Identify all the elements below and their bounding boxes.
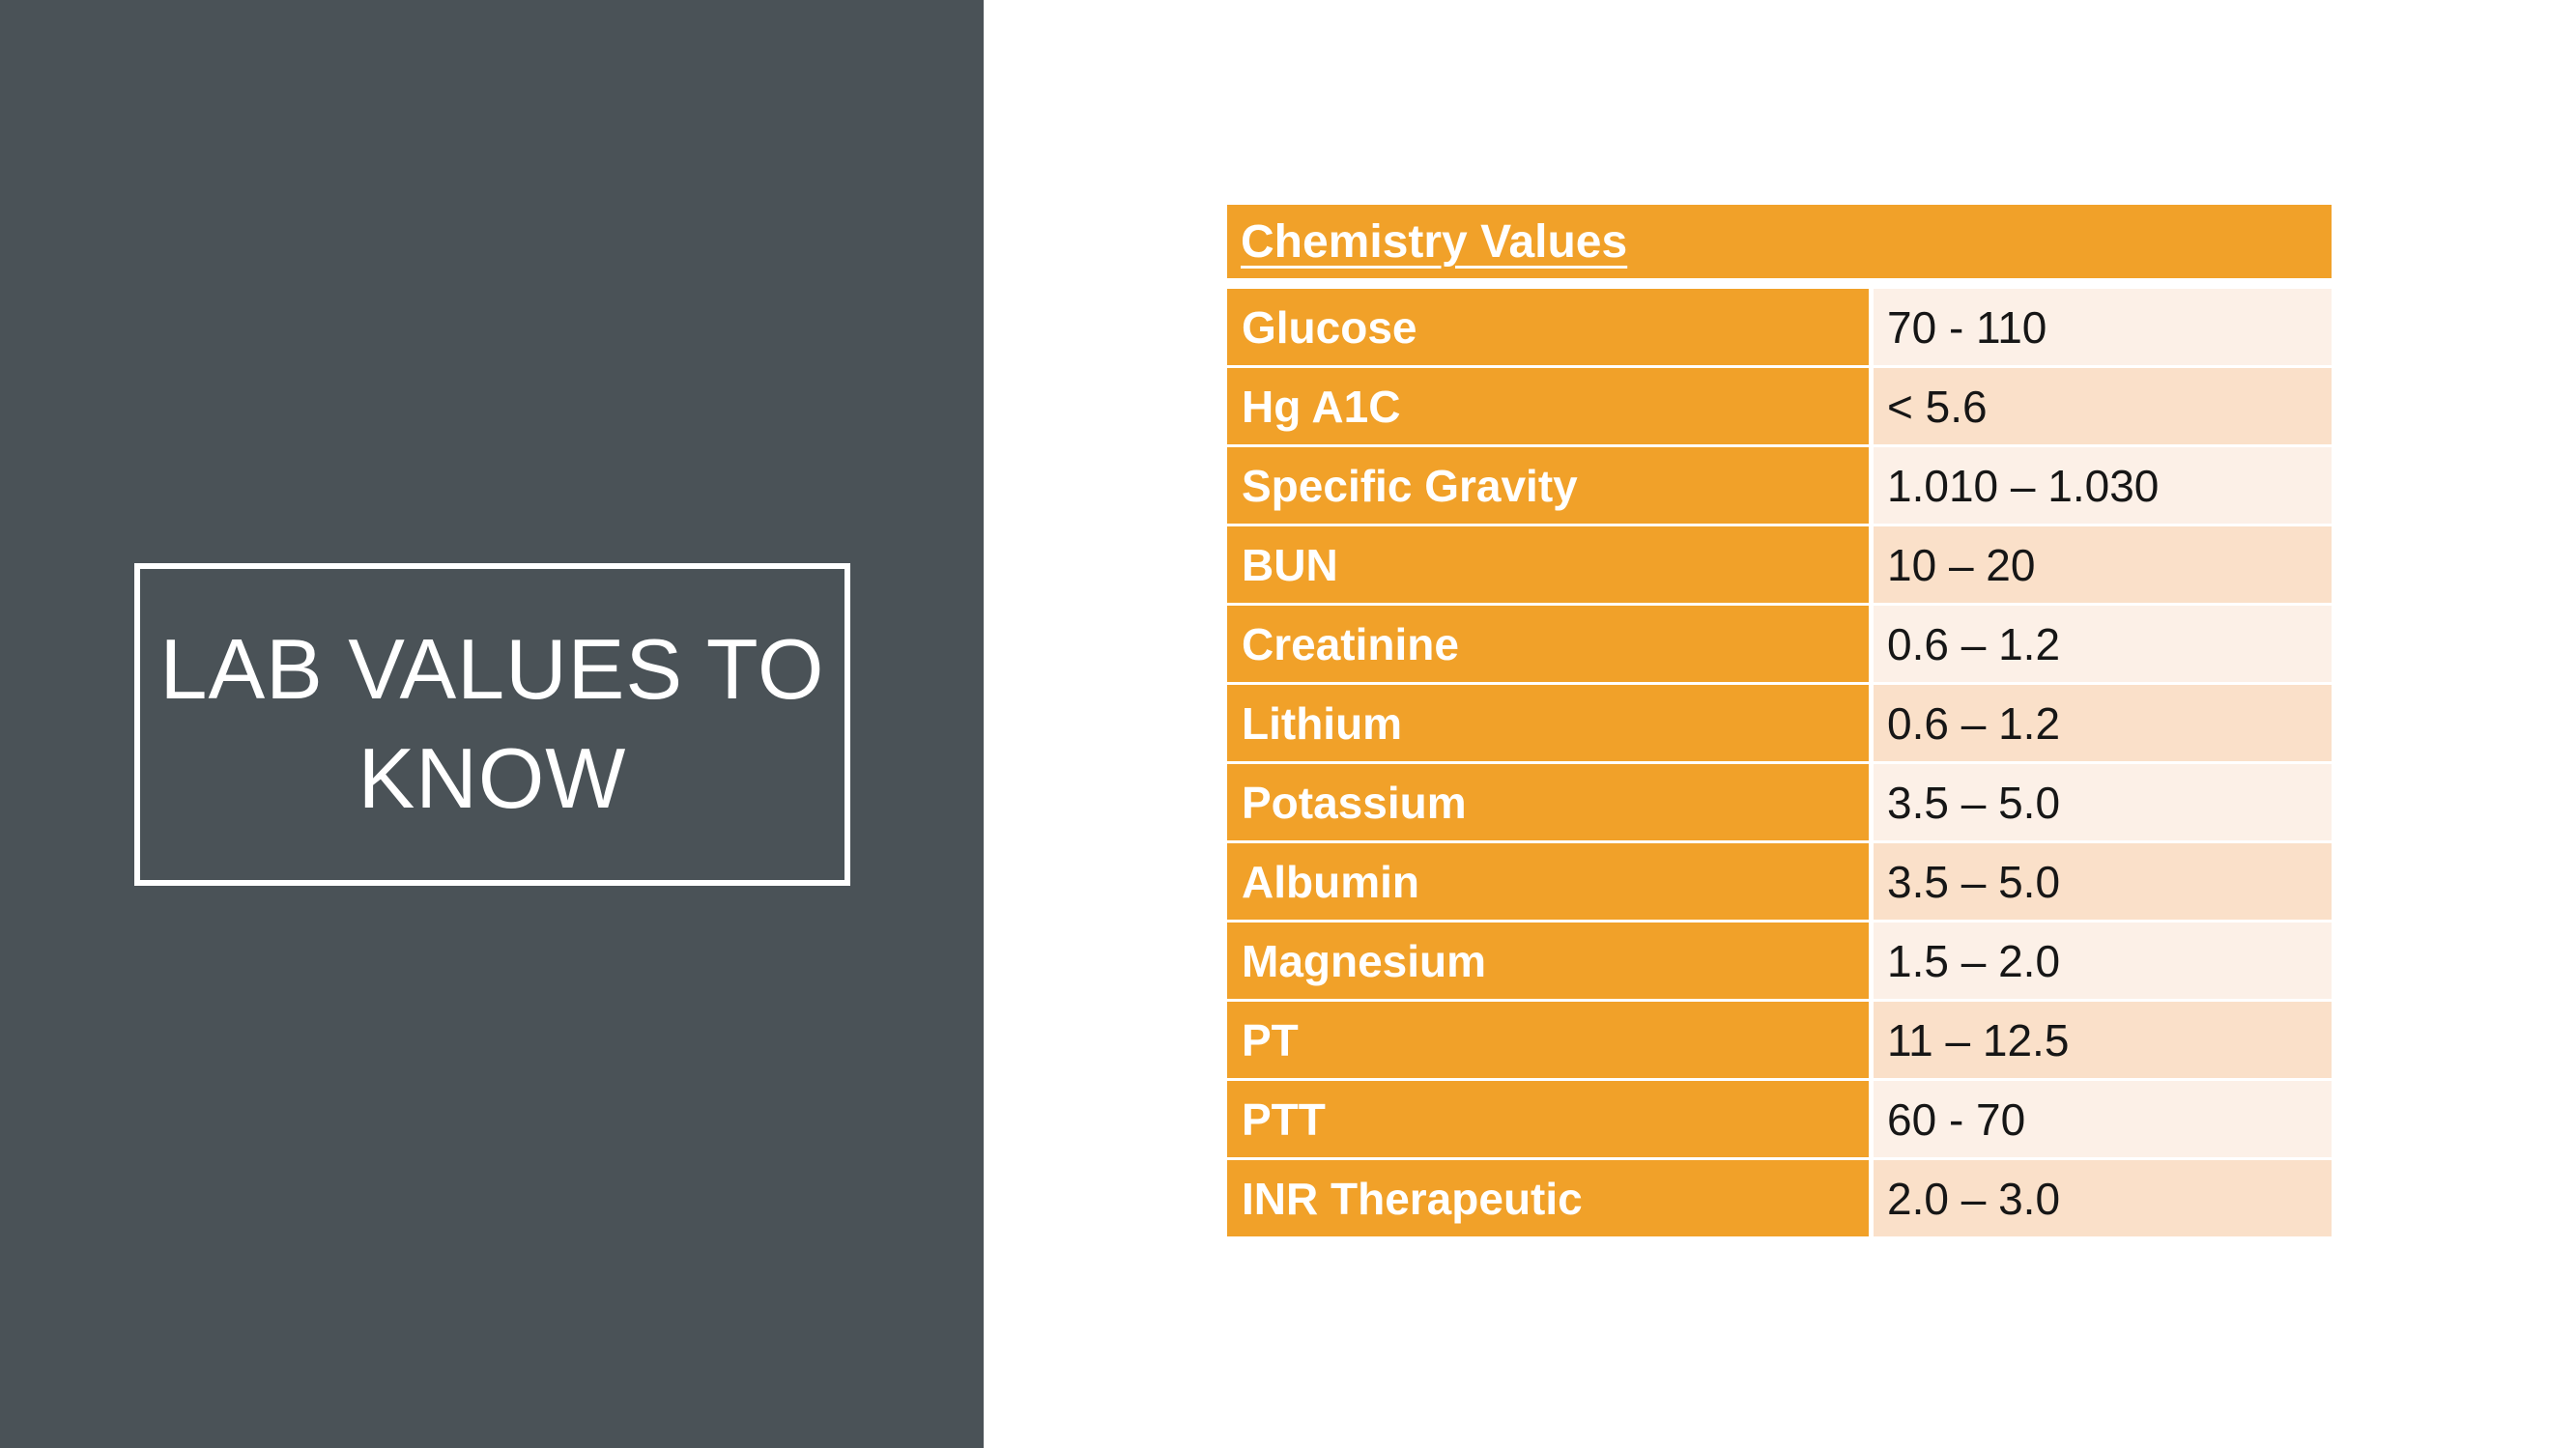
row-label: PT: [1242, 1014, 1299, 1065]
row-label-cell: [1227, 685, 1869, 761]
table-row: [1227, 685, 2332, 761]
row-value: 0.6 – 1.2: [1887, 618, 2061, 669]
row-label: Creatinine: [1242, 618, 1459, 669]
row-label: Hg A1C: [1242, 381, 1401, 432]
row-label: Magnesium: [1242, 935, 1487, 986]
row-value: < 5.6: [1887, 381, 1988, 432]
table-row: [1227, 526, 2332, 603]
row-value: 70 - 110: [1887, 301, 2047, 353]
row-value: 2.0 – 3.0: [1887, 1173, 2061, 1224]
table-row: [1227, 1081, 2332, 1157]
row-label-cell: [1227, 1081, 1869, 1157]
row-value: 1.010 – 1.030: [1887, 460, 2160, 511]
table-row: [1227, 1002, 2332, 1078]
row-label: INR Therapeutic: [1242, 1173, 1583, 1224]
row-label-cell: [1227, 1160, 1869, 1236]
row-value-cell: [1874, 1160, 2332, 1236]
left-panel: [0, 0, 984, 1448]
table-row: [1227, 606, 2332, 682]
row-label-cell: [1227, 368, 1869, 444]
table-row: [1227, 368, 2332, 444]
row-label: Potassium: [1242, 777, 1467, 828]
row-label: Glucose: [1242, 301, 1417, 353]
row-value-cell: [1874, 923, 2332, 999]
chemistry-values-table: [1227, 205, 2332, 1236]
table-row: [1227, 843, 2332, 920]
row-value: 10 – 20: [1887, 539, 2036, 590]
table-header-row: [1227, 205, 2332, 278]
row-label-cell: [1227, 843, 1869, 920]
row-label-cell: [1227, 1002, 1869, 1078]
slide-title-line-2: KNOW: [358, 730, 627, 826]
row-label: Specific Gravity: [1242, 460, 1578, 511]
table-header-label: Chemistry Values: [1241, 215, 1628, 268]
slide-title-line-1: LAB VALUES TO: [159, 621, 825, 718]
row-label: BUN: [1242, 539, 1338, 590]
row-value-cell: [1874, 764, 2332, 840]
row-value-cell: [1874, 1081, 2332, 1157]
table-row: [1227, 1160, 2332, 1236]
table-row: [1227, 289, 2332, 365]
title-box: [134, 563, 850, 886]
row-value: 60 - 70: [1887, 1093, 2026, 1145]
row-label-cell: [1227, 764, 1869, 840]
row-value: 0.6 – 1.2: [1887, 697, 2061, 749]
table-row: [1227, 764, 2332, 840]
row-label-cell: [1227, 526, 1869, 603]
row-value-cell: [1874, 447, 2332, 524]
row-value-cell: [1874, 843, 2332, 920]
row-value: 3.5 – 5.0: [1887, 856, 2061, 907]
row-label: Albumin: [1242, 856, 1419, 907]
row-label-cell: [1227, 923, 1869, 999]
row-label: Lithium: [1242, 697, 1403, 749]
row-label: PTT: [1242, 1093, 1326, 1145]
row-label-cell: [1227, 606, 1869, 682]
table-row: [1227, 447, 2332, 524]
row-value-cell: [1874, 526, 2332, 603]
row-label-cell: [1227, 289, 1869, 365]
row-value-cell: [1874, 606, 2332, 682]
row-value: 1.5 – 2.0: [1887, 935, 2061, 986]
row-value-cell: [1874, 368, 2332, 444]
row-value-cell: [1874, 1002, 2332, 1078]
row-value-cell: [1874, 685, 2332, 761]
row-value: 11 – 12.5: [1887, 1014, 2070, 1065]
row-value-cell: [1874, 289, 2332, 365]
row-label-cell: [1227, 447, 1869, 524]
row-value: 3.5 – 5.0: [1887, 777, 2061, 828]
table-row: [1227, 923, 2332, 999]
